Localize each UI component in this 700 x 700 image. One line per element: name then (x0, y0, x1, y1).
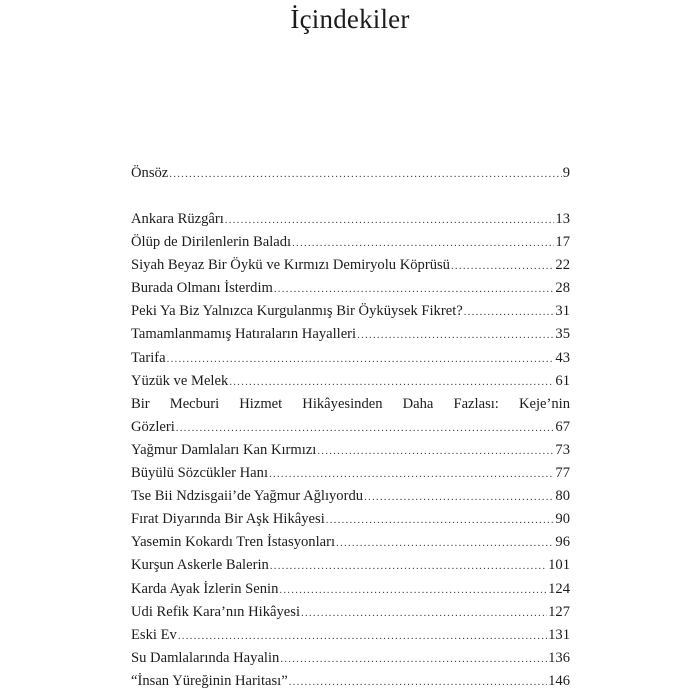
toc-entry-title: Tarifa (131, 349, 166, 366)
dot-leader (280, 648, 547, 671)
toc-entry (131, 231, 570, 254)
toc-entry (131, 624, 570, 647)
toc-entry-page: 90 (555, 511, 570, 528)
dot-leader (364, 486, 554, 509)
toc-entry-page: 17 (555, 234, 570, 251)
toc-entry-title: Önsöz (131, 165, 169, 181)
toc-entry (131, 462, 570, 485)
toc-entry-line1: Bir Mecburi Hizmet Hikâyesinden Daha Fazlası: Keje’nin (131, 395, 570, 412)
toc-entry-title: Karda Ayak İzlerin Senin (131, 580, 279, 597)
toc-entry-title: Burada Olmanı İsterdim (131, 280, 273, 297)
dot-leader (301, 602, 547, 625)
toc-entry (131, 578, 570, 601)
dot-leader (178, 625, 547, 648)
toc-entry-title: Yağmur Damlaları Kan Kırmızı (131, 441, 317, 458)
toc-entry-page: 96 (555, 534, 570, 551)
dot-leader (289, 671, 547, 694)
toc-entry-title: Su Damlalarında Hayalin (131, 649, 280, 666)
toc-entry-title: Yasemin Kokardı Tren İstasyonları (131, 534, 336, 551)
toc-entry-page: 28 (555, 280, 570, 297)
toc-entry (131, 439, 570, 462)
dot-leader (451, 255, 554, 278)
toc-entry (131, 416, 570, 439)
toc-entry-title: Fırat Diyarında Bir Aşk Hikâyesi (131, 511, 325, 528)
toc-entry-page: 43 (555, 349, 570, 366)
dot-leader (176, 417, 555, 440)
toc-entry-title: Ankara Rüzgârı (131, 211, 224, 227)
page-title: İçindekiler (290, 4, 410, 34)
toc-entry-page: 124 (548, 580, 570, 597)
toc-entry (131, 508, 570, 531)
dot-leader (464, 301, 555, 324)
toc-entry (131, 554, 570, 577)
dot-leader (169, 163, 561, 186)
toc-entry-page: 22 (555, 257, 570, 274)
toc-entry-page: 13 (555, 211, 570, 227)
toc-entry-page: 146 (548, 672, 570, 689)
dot-leader (292, 232, 554, 255)
toc-entry-page: 61 (555, 372, 570, 389)
toc-entry (131, 162, 570, 185)
toc-entry-title: Kurşun Askerle Balerin (131, 557, 269, 574)
toc-entry-title: Büyülü Sözcükler Hanı (131, 465, 268, 482)
toc-entry-title: Siyah Beyaz Bir Öykü ve Kırmızı Demiryolu Köprüsü (131, 257, 450, 274)
toc-entry-page: 131 (548, 626, 570, 643)
toc-entry (131, 300, 570, 323)
dot-leader (167, 348, 555, 371)
toc-entry-title: “İnsan Yüreğinin Haritası” (131, 672, 288, 689)
toc-entry-title: Ölüp de Dirilenlerin Baladı (131, 234, 292, 251)
toc-entry (131, 485, 570, 508)
toc-entry-title: Eski Ev (131, 626, 177, 643)
toc-entry-title: Tse Bii Ndzisgaii’de Yağmur Ağlıyordu (131, 488, 364, 505)
toc-entry (131, 323, 570, 346)
dot-leader (357, 324, 554, 347)
toc-entry (131, 601, 570, 624)
toc-entry (131, 670, 570, 693)
toc-entry-page: 73 (555, 441, 570, 458)
dot-leader (229, 371, 554, 394)
toc-entry-title: Udi Refik Kara’nın Hikâyesi (131, 603, 300, 620)
toc-preface (131, 162, 570, 185)
toc-entry-page: 80 (555, 488, 570, 505)
toc-entry (131, 347, 570, 370)
toc-entry (131, 370, 570, 393)
toc-entry-page: 9 (562, 165, 570, 181)
dot-leader (317, 440, 554, 463)
toc-entry-page: 77 (555, 465, 570, 482)
toc-entry-title: Tamamlanmamış Hatıraların Hayalleri (131, 326, 357, 343)
dot-leader (270, 555, 547, 578)
toc-entry-page: 136 (548, 649, 570, 666)
dot-leader (274, 278, 555, 301)
toc-entry (131, 254, 570, 277)
toc-entry-page: 67 (555, 418, 570, 435)
dot-leader (225, 209, 555, 232)
toc-entry (131, 531, 570, 554)
toc-entry (131, 647, 570, 670)
toc-entry-page: 35 (555, 326, 570, 343)
dot-leader (269, 463, 554, 486)
toc-entry-title: Peki Ya Biz Yalnızca Kurgulanmış Bir Öyküysek Fikret? (131, 303, 463, 320)
toc-list (131, 208, 570, 693)
toc-entry-title: Gözleri (131, 418, 175, 435)
toc-entry-page: 127 (548, 603, 570, 620)
dot-leader (279, 579, 547, 602)
toc-entry-page: 101 (548, 557, 570, 574)
dot-leader (336, 532, 554, 555)
toc-entry-title: Yüzük ve Melek (131, 372, 229, 389)
toc-entry (131, 208, 570, 231)
toc-entry-page: 31 (555, 303, 570, 320)
dot-leader (326, 509, 555, 532)
toc-entry (131, 277, 570, 300)
